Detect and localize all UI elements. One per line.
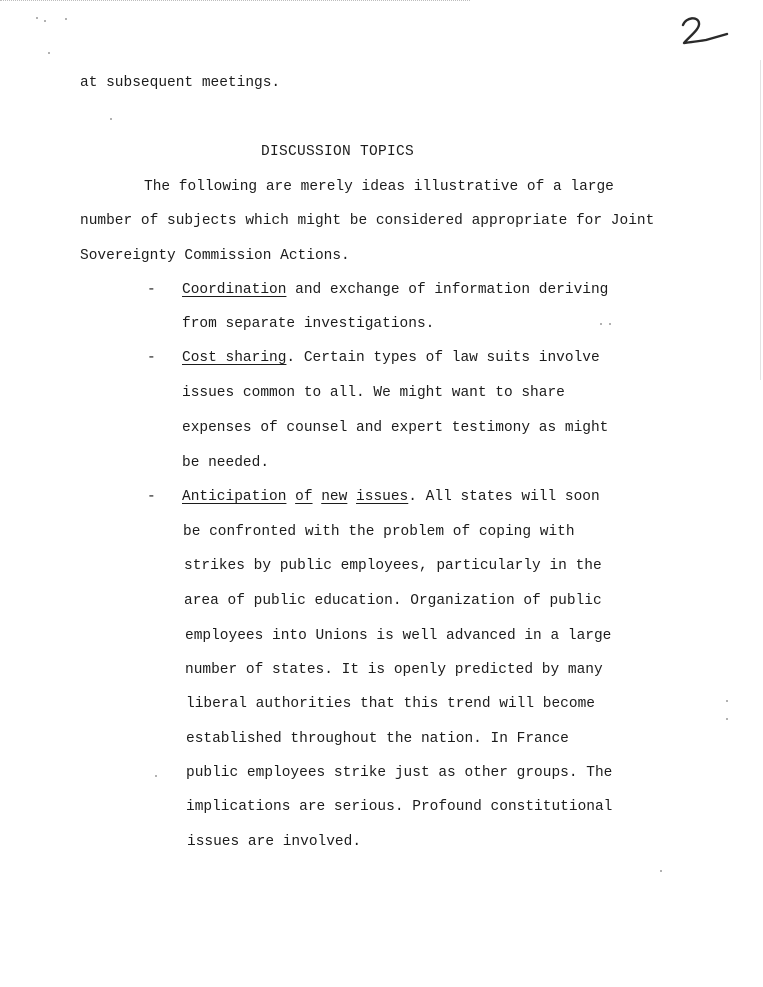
scan-speck [65, 18, 67, 20]
list-item-line: area of public education. Organization of public [184, 593, 602, 609]
list-item-title-word: of [295, 489, 313, 505]
section-heading: DISCUSSION TOPICS [261, 144, 415, 160]
list-item-line: expenses of counsel and expert testimony as might [182, 420, 609, 436]
list-item-line: implications are serious. Profound constitutional [186, 799, 613, 815]
scan-speck [110, 118, 112, 120]
opening-line: at subsequent meetings. [80, 75, 281, 91]
list-item-first-line [182, 488, 600, 506]
scan-speck [36, 17, 38, 19]
list-item-title-word: new [321, 489, 348, 505]
scan-edge-shadow [760, 60, 761, 380]
list-item-line: issues are involved. [187, 834, 362, 850]
scan-speck [726, 718, 728, 720]
list-item-title-word: issues [356, 489, 409, 505]
list-item-text: . All states will soon [408, 489, 600, 505]
list-item-title-word: Anticipation [182, 489, 287, 505]
scan-speck [660, 870, 662, 872]
handwritten-page-number [680, 14, 730, 48]
list-dash: - [147, 489, 156, 505]
scan-speck [155, 775, 157, 777]
list-item-line: public employees strike just as other groups. The [186, 765, 613, 781]
list-item-line: from separate investigations. [182, 316, 435, 332]
list-dash: - [147, 350, 156, 366]
intro-line-2: number of subjects which might be considered appropriate for Joint [80, 213, 655, 229]
scan-top-border [0, 0, 470, 1]
list-item-line: established throughout the nation. In France [186, 731, 569, 747]
intro-line-1: The following are merely ideas illustrative of a large [144, 179, 614, 195]
intro-line-3: Sovereignty Commission Actions. [80, 248, 350, 264]
list-item-line: be confronted with the problem of coping with [183, 524, 575, 540]
list-item-line: be needed. [182, 455, 270, 471]
scan-speck [44, 20, 46, 22]
list-item-title: Coordination [182, 282, 287, 298]
list-dash: - [147, 282, 156, 298]
list-item-line: strikes by public employees, particularly in the [184, 558, 602, 574]
scan-speck [726, 700, 728, 702]
list-item-first-line [182, 281, 608, 299]
list-item-line: employees into Unions is well advanced in a large [185, 628, 612, 644]
list-item-line: issues common to all. We might want to share [182, 385, 565, 401]
list-item-title: Cost sharing [182, 350, 287, 366]
list-item-text: . Certain types of law suits involve [286, 350, 600, 366]
scan-speck [600, 323, 602, 325]
list-item-line: number of states. It is openly predicted by many [185, 662, 603, 678]
scan-speck [48, 52, 50, 54]
list-item-first-line [182, 349, 600, 367]
list-item-line: liberal authorities that this trend will become [186, 696, 595, 712]
scan-speck [609, 323, 611, 325]
list-item-text: and exchange of information deriving [286, 282, 609, 298]
